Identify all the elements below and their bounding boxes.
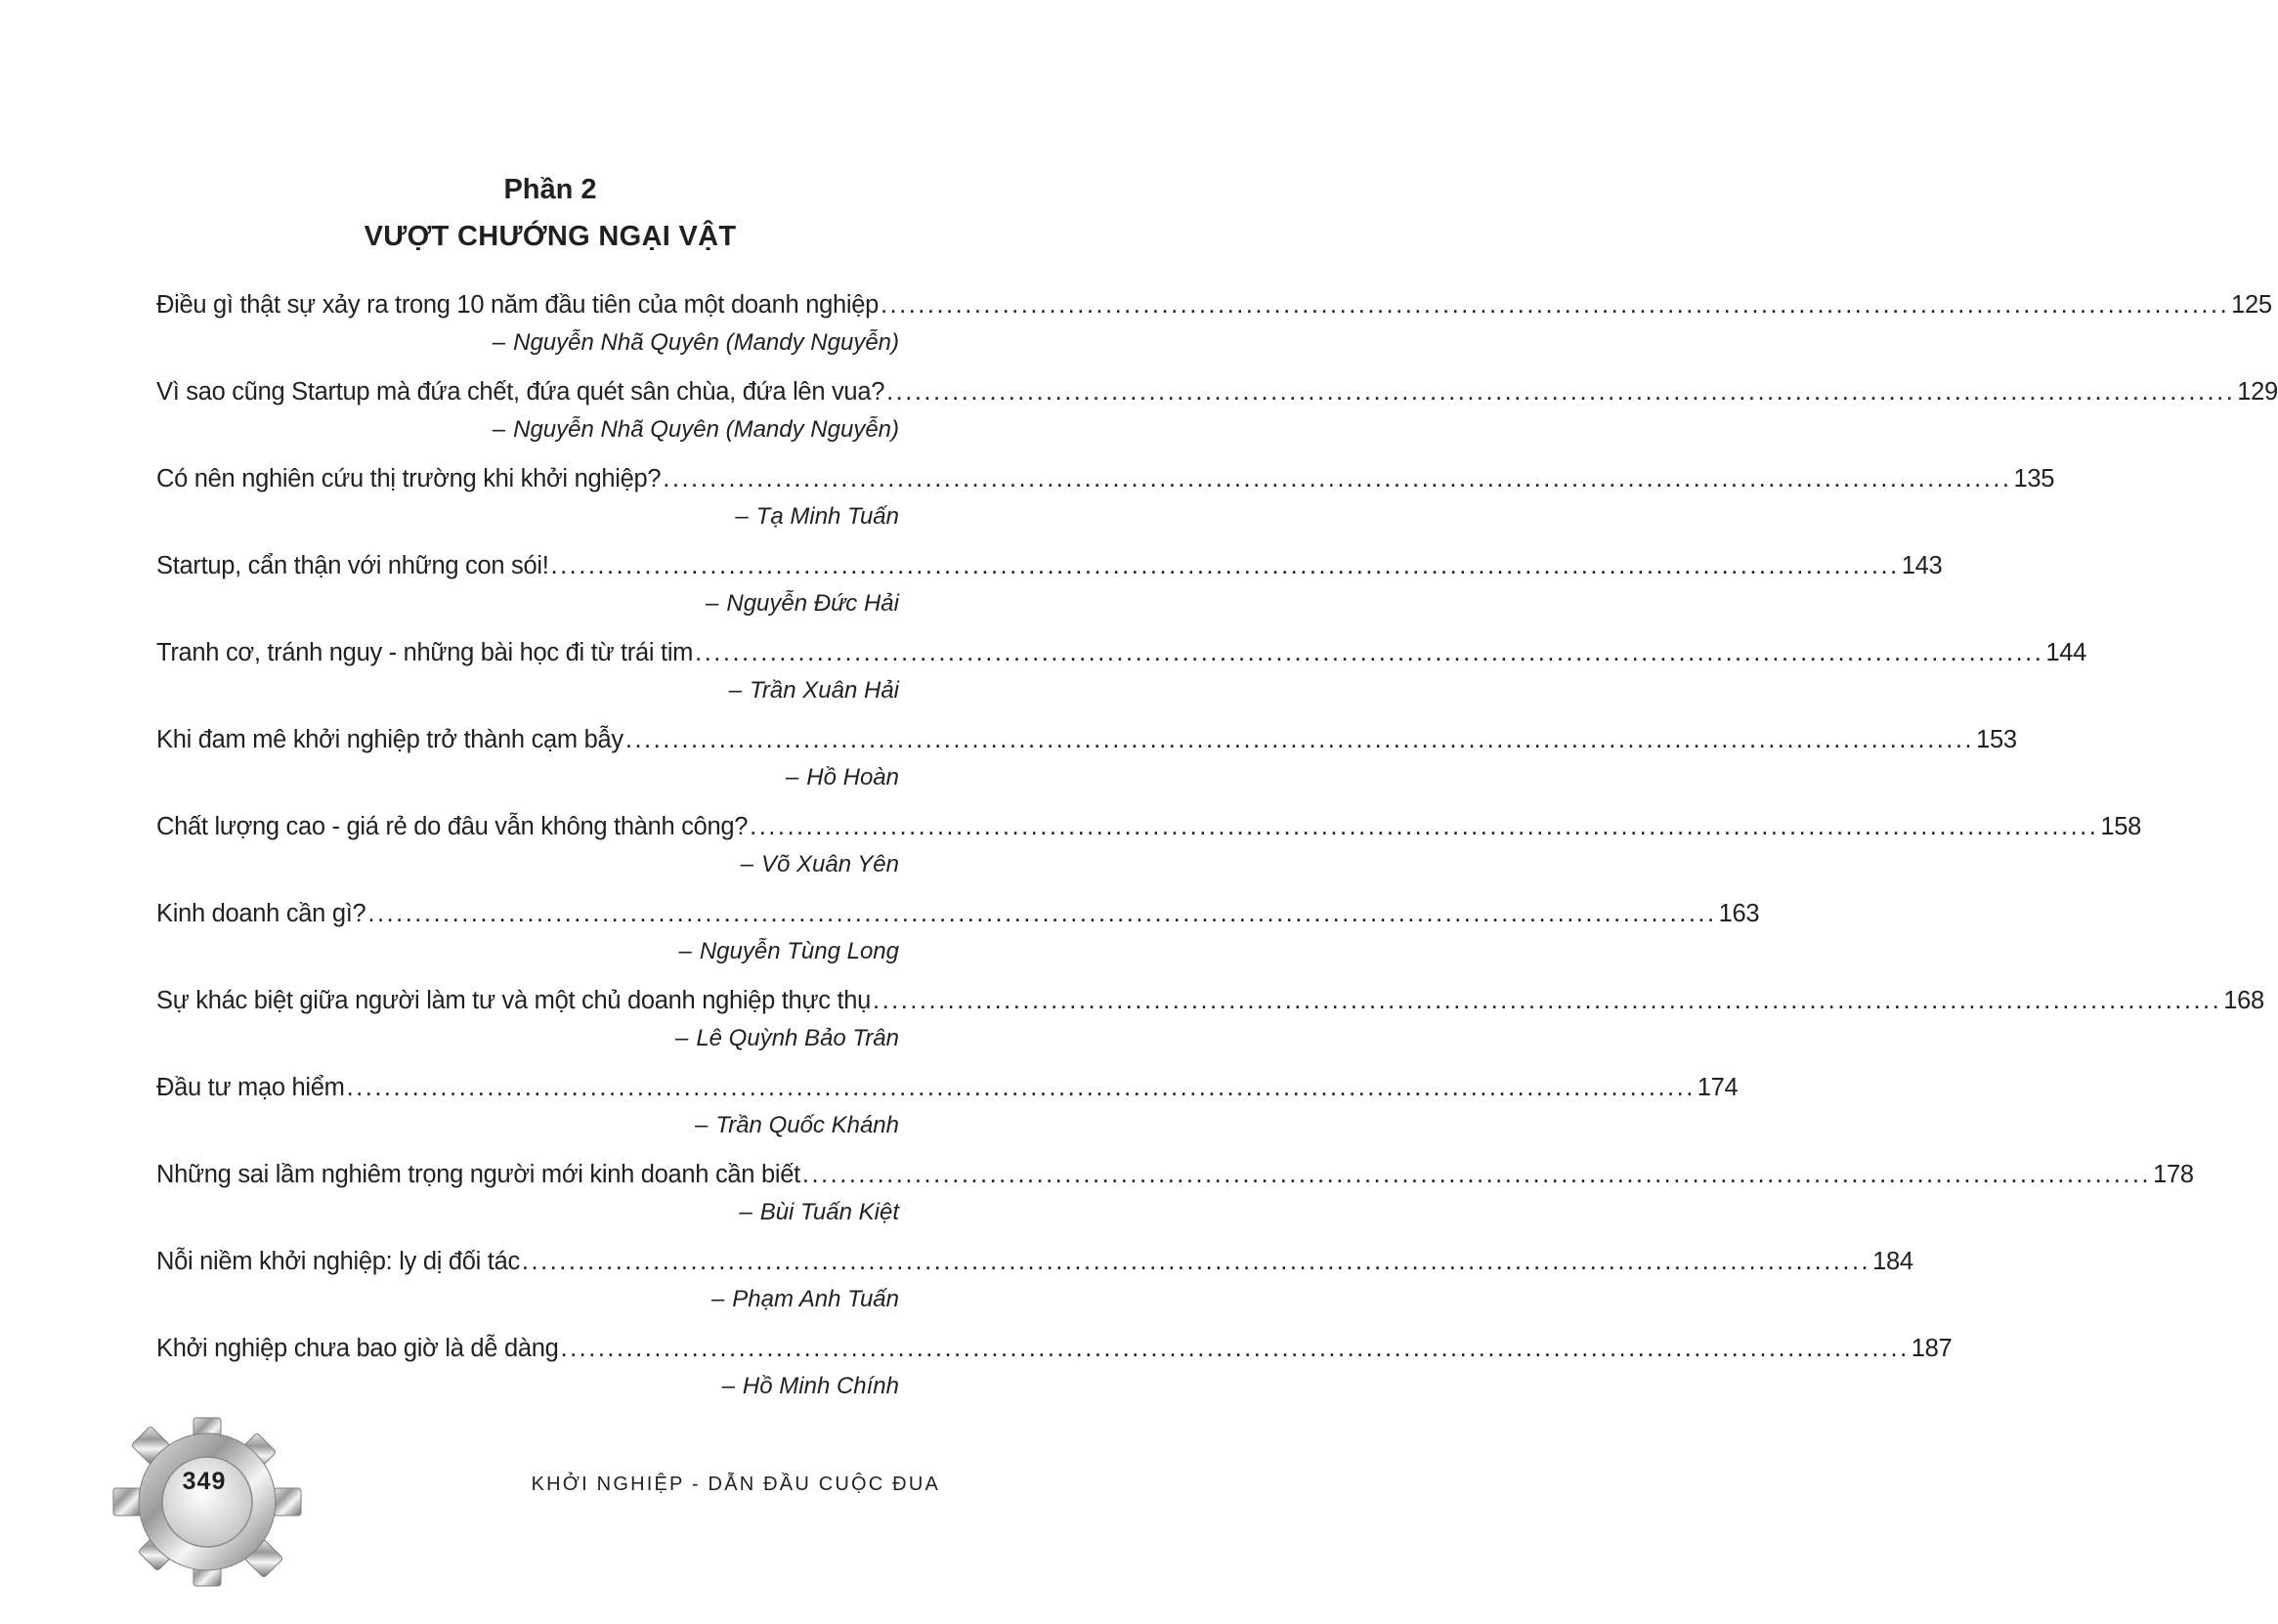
part-label: Phần 2 <box>503 174 597 205</box>
toc-entry-author: – Nguyễn Nhã Quyên (Mandy Nguyễn) <box>492 329 899 356</box>
toc-entry-page: 143 <box>1901 552 1943 579</box>
toc-entry-page: 153 <box>1976 726 2017 753</box>
dot-leader <box>881 289 2229 321</box>
toc-entry-author: – Võ Xuân Yên <box>740 851 899 877</box>
toc-entry-page: 163 <box>1718 900 1760 927</box>
dot-leader <box>750 811 2098 842</box>
toc-entry <box>156 898 1760 985</box>
dot-leader <box>663 463 2011 494</box>
gear-icon <box>109 1419 305 1585</box>
toc-entry <box>156 1246 1913 1333</box>
toc-entry-page: 135 <box>2013 465 2055 492</box>
toc-entry-title: Có nên nghiên cứu thị trường khi khởi nghiệp? <box>156 465 662 492</box>
part-title: VƯỢT CHƯỚNG NGẠI VẬT <box>364 221 737 252</box>
table-of-contents <box>156 289 2278 1420</box>
toc-entry <box>156 724 2017 811</box>
toc-entry-title: Khi đam mê khởi nghiệp trở thành cạm bẫy <box>156 726 623 753</box>
dot-leader <box>886 376 2235 407</box>
running-title: KHỞI NGHIỆP - DẪN ĐẦU CUỘC ĐUA <box>531 1474 940 1495</box>
toc-entry-title: Điều gì thật sự xảy ra trong 10 năm đầu tiên của một doanh nghiệp <box>156 291 879 319</box>
toc-entry-author: – Bùi Tuấn Kiệt <box>739 1199 899 1225</box>
toc-entry-author: – Phạm Anh Tuấn <box>710 1286 899 1312</box>
dot-leader <box>522 1246 1870 1277</box>
toc-entry-title: Vì sao cũng Startup mà đứa chết, đứa quét sân chùa, đứa lên vua? <box>156 378 885 406</box>
toc-entry-title: Nỗi niềm khởi nghiệp: ly dị đối tác <box>156 1248 520 1275</box>
toc-entry <box>156 1159 2194 1246</box>
toc-entry-page: 187 <box>1911 1335 1953 1362</box>
dot-leader <box>625 724 1974 755</box>
toc-entry-author: – Nguyễn Nhã Quyên (Mandy Nguyễn) <box>492 416 899 443</box>
toc-entry-author: – Lê Quỳnh Bảo Trân <box>674 1025 899 1051</box>
toc-entry-author: – Nguyễn Đức Hải <box>706 590 899 617</box>
dot-leader <box>550 550 1899 581</box>
toc-entry <box>156 289 2272 376</box>
toc-entry-title: Đầu tư mạo hiểm <box>156 1074 345 1101</box>
dot-leader <box>802 1159 2151 1190</box>
toc-entry-author: – Tạ Minh Tuấn <box>735 503 899 530</box>
toc-entry-title: Tranh cơ, tránh nguy - những bài học đi từ trái tim <box>156 639 694 666</box>
toc-entry-page: 184 <box>1872 1248 1913 1275</box>
toc-entry-page: 125 <box>2231 291 2272 319</box>
toc-entry-author: – Trần Xuân Hải <box>728 677 899 704</box>
dot-leader <box>560 1333 1909 1364</box>
toc-entry-title: Startup, cẩn thận với những con sói! <box>156 552 549 579</box>
toc-entry <box>156 550 1943 637</box>
toc-entry-title: Kinh doanh cần gì? <box>156 900 366 927</box>
dot-leader <box>873 985 2221 1016</box>
toc-entry-page: 158 <box>2100 813 2141 840</box>
toc-entry <box>156 463 2055 550</box>
toc-entry-page: 129 <box>2237 378 2278 406</box>
toc-entry-title: Chất lượng cao - giá rẻ do đâu vẫn không thành công? <box>156 813 749 840</box>
toc-entry-author: – Nguyễn Tùng Long <box>678 938 899 964</box>
toc-entry-title: Khởi nghiệp chưa bao giờ là dễ dàng <box>156 1335 559 1362</box>
toc-entry-author: – Trần Quốc Khánh <box>694 1112 899 1138</box>
page-number: 349 <box>182 1468 227 1495</box>
toc-entry-title: Những sai lầm nghiêm trọng người mới kinh doanh cần biết <box>156 1161 800 1188</box>
toc-entry-author: – Hồ Minh Chính <box>721 1373 899 1399</box>
toc-entry <box>156 637 2086 724</box>
toc-entry-page: 174 <box>1697 1074 1739 1101</box>
toc-entry <box>156 1333 1953 1420</box>
toc-entry-author: – Hồ Hoàn <box>785 764 899 791</box>
toc-entry <box>156 1072 1739 1159</box>
toc-entry-page: 168 <box>2223 987 2264 1014</box>
dot-leader <box>695 637 2043 668</box>
toc-entry <box>156 376 2278 463</box>
toc-entry-title: Sự khác biệt giữa người làm tư và một chủ doanh nghiệp thực thụ <box>156 987 871 1014</box>
toc-entry-page: 178 <box>2153 1161 2194 1188</box>
dot-leader <box>347 1072 1696 1103</box>
toc-entry <box>156 985 2264 1072</box>
toc-entry-page: 144 <box>2045 639 2086 666</box>
toc-entry <box>156 811 2141 898</box>
dot-leader <box>367 898 1716 929</box>
